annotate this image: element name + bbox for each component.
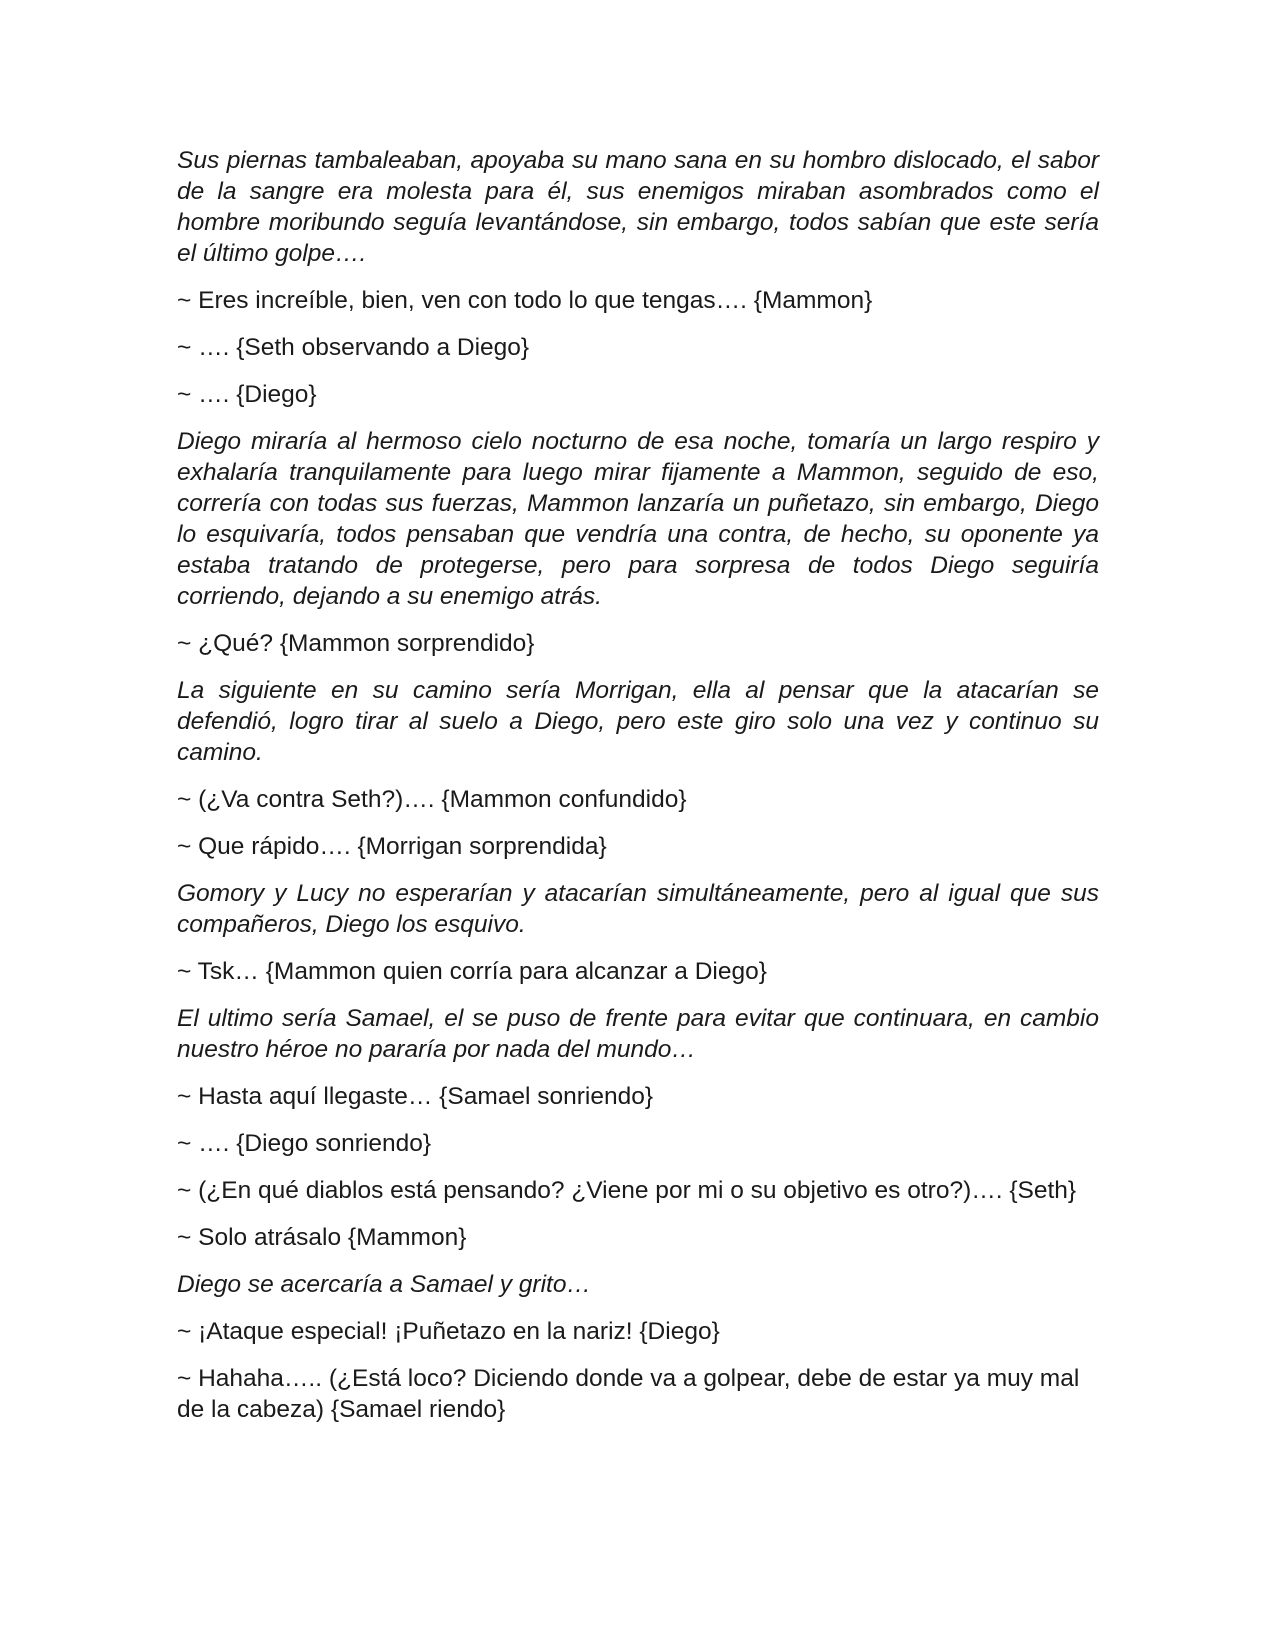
narration-paragraph: El ultimo sería Samael, el se puso de frente para evitar que continuara, en cambio nuestro héroe no pararía por nada del mundo… <box>177 1005 1099 1063</box>
dialogue-line: ~ Tsk… {Mammon quien corría para alcanzar a Diego} <box>177 958 767 985</box>
dialogue-line: ~ (¿Va contra Seth?)…. {Mammon confundido} <box>177 786 687 813</box>
dialogue-line: ~ Hahaha….. (¿Está loco? Diciendo donde va a golpear, debe de estar ya muy mal de la cabeza) {Samael riendo} <box>177 1365 1080 1423</box>
dialogue-line: ~ Solo atrásalo {Mammon} <box>177 1224 467 1251</box>
dialogue-line: ~ Que rápido…. {Morrigan sorprendida} <box>177 833 607 860</box>
document-body <box>177 145 1099 1441</box>
dialogue-line: ~ …. {Seth observando a Diego} <box>177 334 530 361</box>
dialogue-line: ~ …. {Diego} <box>177 381 317 408</box>
dialogue-line: ~ ¡Ataque especial! ¡Puñetazo en la nariz! {Diego} <box>177 1318 720 1345</box>
narration-paragraph: Diego miraría al hermoso cielo nocturno de esa noche, tomaría un largo respiro y exhalaría tranquilamente para luego mirar fijamente a Mammon, seguido de eso, correría con todas sus fuerzas, Mammon lanzaría un puñetazo, sin embargo, Diego lo esquivaría, todos pensaban que vendría una contra, de hecho, su oponente ya estaba tratando de protegerse, pero para sorpresa de todos Diego seguiría corriendo, dejando a su enemigo atrás. <box>177 428 1099 610</box>
narration-paragraph: Diego se acercaría a Samael y grito… <box>177 1271 591 1298</box>
dialogue-line: ~ Eres increíble, bien, ven con todo lo que tengas…. {Mammon} <box>177 287 873 314</box>
dialogue-line: ~ Hasta aquí llegaste… {Samael sonriendo} <box>177 1083 654 1110</box>
narration-paragraph: Gomory y Lucy no esperarían y atacarían simultáneamente, pero al igual que sus compañeros, Diego los esquivo. <box>177 880 1099 938</box>
dialogue-line: ~ (¿En qué diablos está pensando? ¿Viene por mi o su objetivo es otro?)…. {Seth} <box>177 1177 1077 1204</box>
narration-paragraph: La siguiente en su camino sería Morrigan, ella al pensar que la atacarían se defendió, logro tirar al suelo a Diego, pero este giro solo una vez y continuo su camino. <box>177 677 1099 766</box>
dialogue-line: ~ …. {Diego sonriendo} <box>177 1130 432 1157</box>
narration-paragraph: Sus piernas tambaleaban, apoyaba su mano sana en su hombro dislocado, el sabor de la sangre era molesta para él, sus enemigos miraban asombrados como el hombre moribundo seguía levantándose, sin embargo, todos sabían que este sería el último golpe…. <box>177 147 1099 267</box>
dialogue-line: ~ ¿Qué? {Mammon sorprendido} <box>177 630 535 657</box>
